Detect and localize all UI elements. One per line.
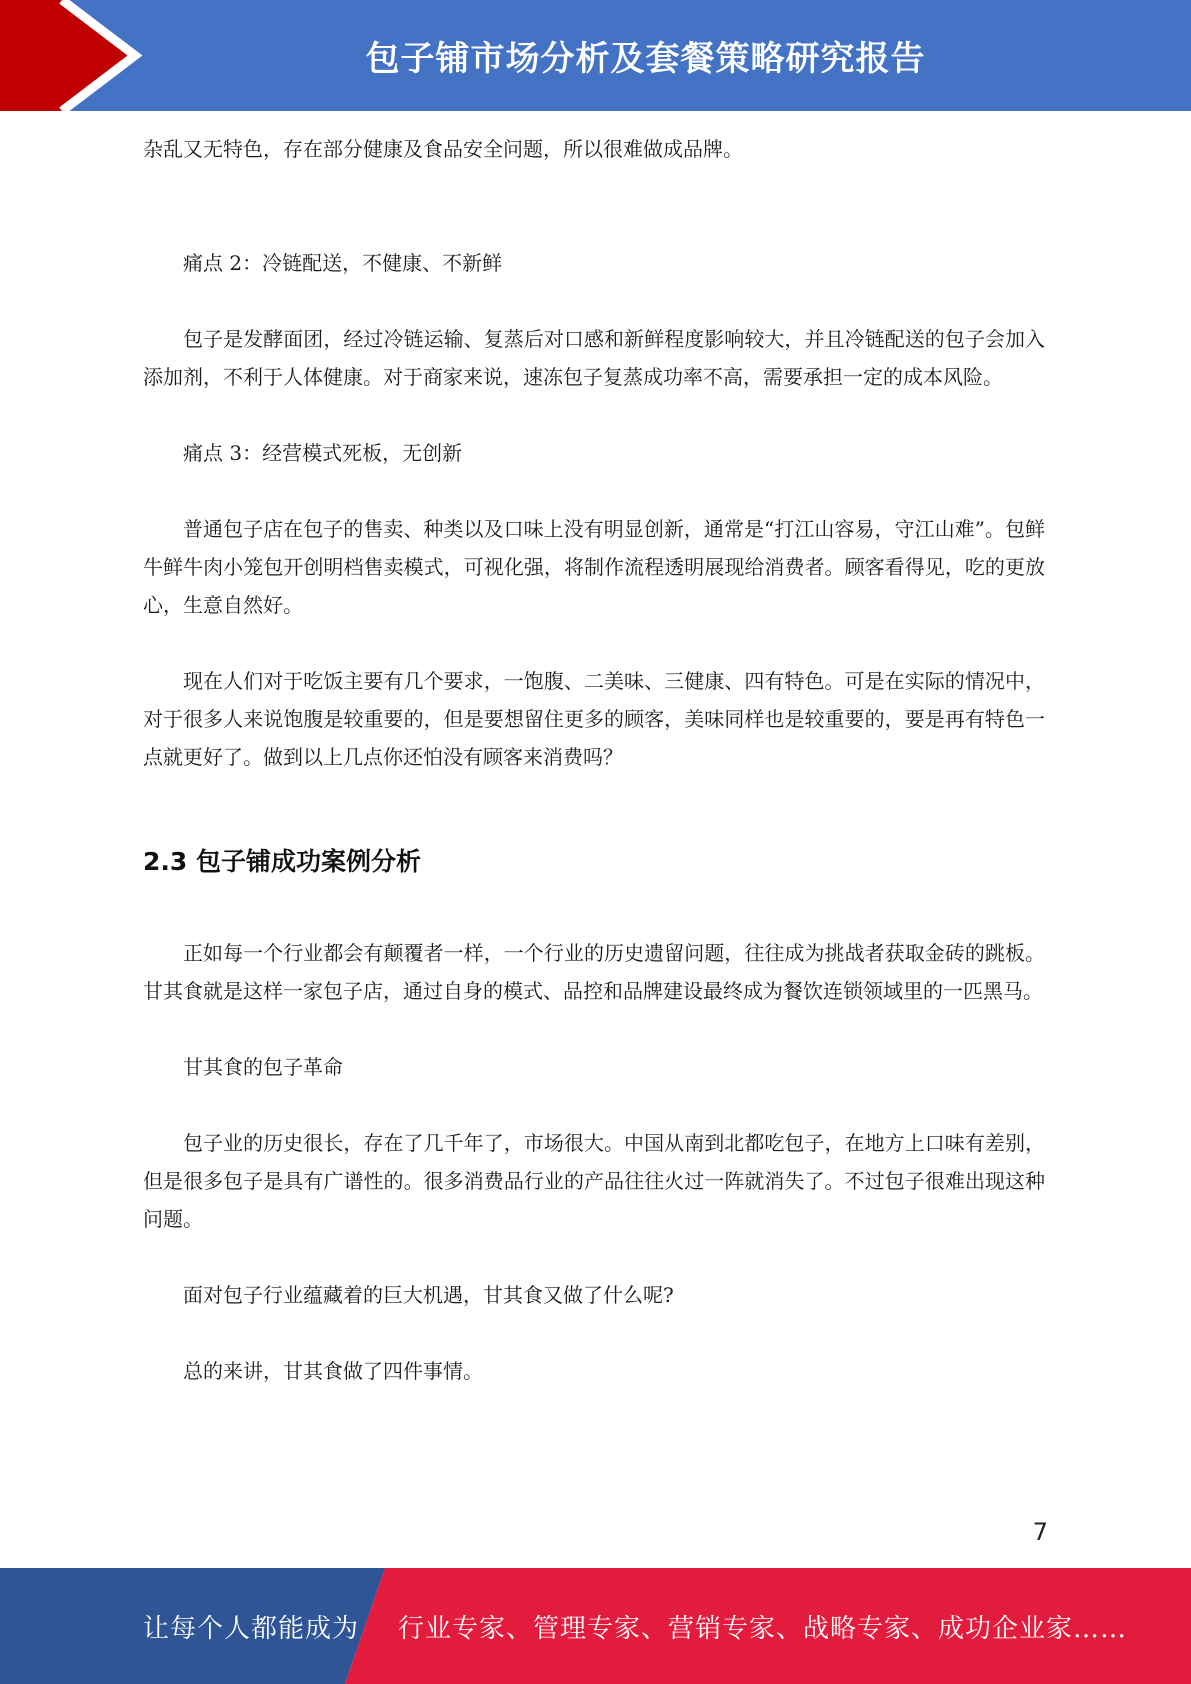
paragraph-disruptor: 正如每一个行业都会有颠覆者一样，一个行业的历史遗留问题，往往成为挑战者获取金砖的跳板。甘其食就是这样一家包子店，通过自身的模式、品控和品牌建设最终成为餐饮连锁领域里的一匹黑马。 <box>143 941 1045 1003</box>
pain-point-2-heading: 痛点 2：冷链配送，不健康、不新鲜 <box>183 251 503 275</box>
paragraph-four-things: 总的来讲，甘其食做了四件事情。 <box>183 1359 483 1383</box>
document-body <box>143 130 1045 1390</box>
report-title: 包子铺市场分析及套餐策略研究报告 <box>365 39 926 79</box>
page-header <box>0 0 1191 111</box>
subheading-ganqishi-revolution: 甘其食的包子革命 <box>183 1055 343 1079</box>
footer-slogan-right: 行业专家、管理专家、营销专家、战略专家、成功企业家…… <box>398 1613 1128 1644</box>
page-number: 7 <box>1032 1518 1048 1546</box>
section-heading-2-3: 2.3 包子铺成功案例分析 <box>143 847 421 876</box>
paragraph-cold-chain: 包子是发酵面团，经过冷链运输、复蒸后对口感和新鲜程度影响较大，并且冷链配送的包子会加入添加剂，不利于人体健康。对于商家来说，速冻包子复蒸成功率不高，需要承担一定的成本风险。 <box>143 327 1045 389</box>
paragraph-opportunity-question: 面对包子行业蕴藏着的巨大机遇，甘其食又做了什么呢? <box>183 1283 674 1307</box>
footer-slogan-left: 让每个人都能成为 <box>143 1613 360 1644</box>
paragraph-business-model: 普通包子店在包子的售卖、种类以及口味上没有明显创新，通常是“打江山容易，守江山难”。包鲜牛鲜牛肉小笼包开创明档售卖模式，可视化强，将制作流程透明展现给消费者。顾客看得见，吃的更放心，生意自然好。 <box>143 517 1045 617</box>
page-footer <box>0 1568 1191 1684</box>
pain-point-3-heading: 痛点 3：经营模式死板，无创新 <box>183 441 463 465</box>
paragraph-dining-requirements: 现在人们对于吃饭主要有几个要求，一饱腹、二美味、三健康、四有特色。可是在实际的情况中，对于很多人来说饱腹是较重要的，但是要想留住更多的顾客，美味同样也是较重要的，要是再有特色一点就更好了。做到以上几点你还怕没有顾客来消费吗？ <box>143 669 1045 769</box>
header-chevron-decoration <box>0 0 160 111</box>
paragraph-continued: 杂乱又无特色，存在部分健康及食品安全问题，所以很难做成品牌。 <box>143 137 743 161</box>
paragraph-industry-history: 包子业的历史很长，存在了几千年了，市场很大。中国从南到北都吃包子，在地方上口味有差别，但是很多包子是具有广谱性的。很多消费品行业的产品往往火过一阵就消失了。不过包子很难出现这种问题。 <box>143 1131 1045 1231</box>
